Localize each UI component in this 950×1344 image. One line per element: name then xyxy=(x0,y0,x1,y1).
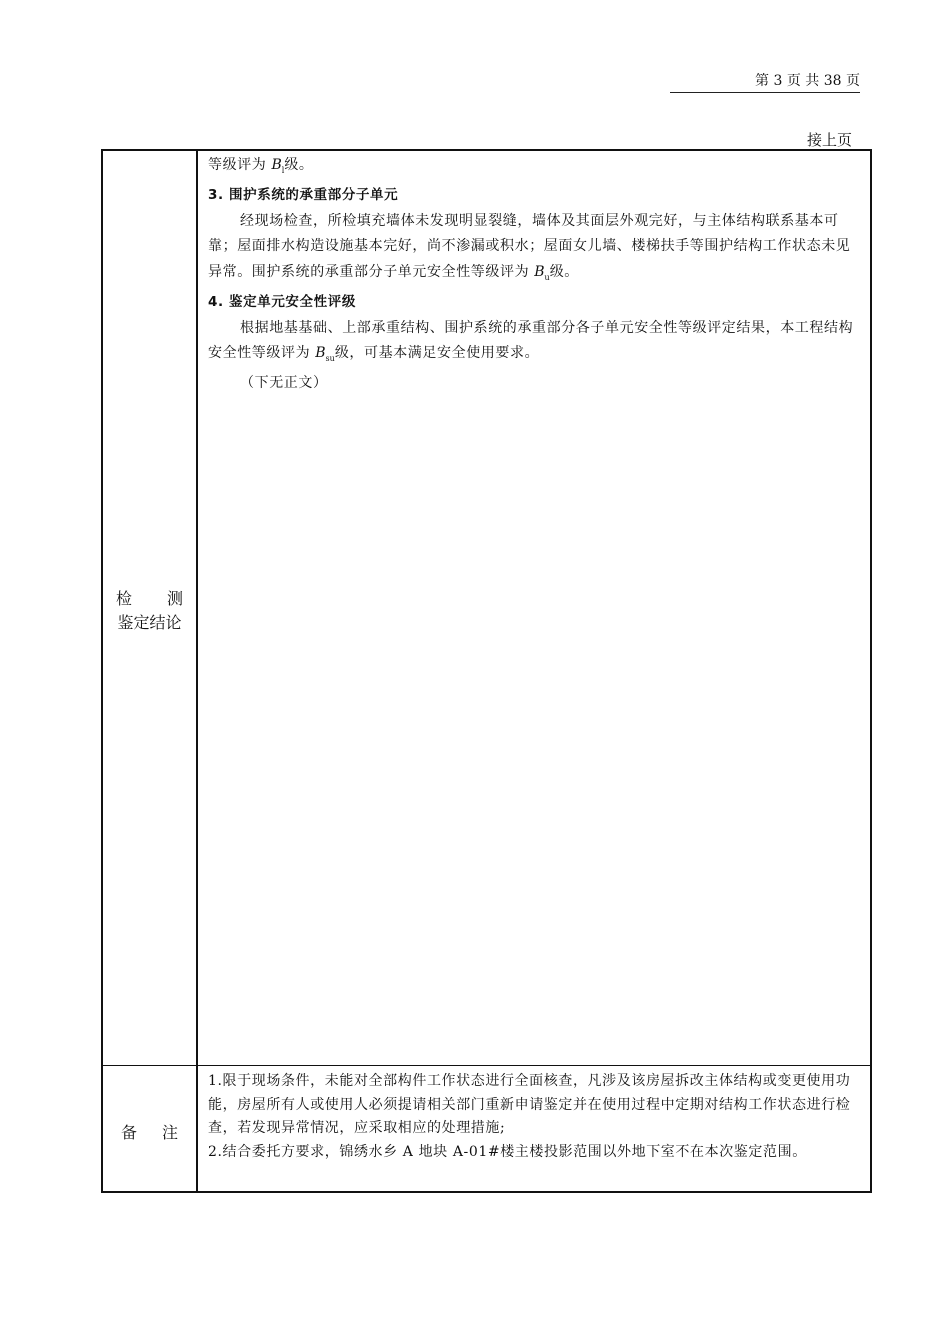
report-table xyxy=(101,149,872,1193)
conclusion-line-1: 等级评为 $B_l$级。 xyxy=(208,157,314,175)
conclusion-label-line-2: 鉴定结论 xyxy=(117,613,182,632)
note-item-1: 1.限于现场条件，未能对全部构件工作状态进行全面核查，凡涉及该房屋拆改主体结构或变更使用功能，房屋所有人或使用人必须提请相关部门重新申请鉴定并在使用过程中定期对结构工作状态进行检查，若发现异常情况，应采取相应的处理措施; xyxy=(208,1073,851,1136)
grade-mark: $B_u$ xyxy=(534,263,550,282)
notes-label-cell xyxy=(103,1066,198,1191)
conclusion-label-char-2: 测 xyxy=(166,589,183,608)
conclusion-label xyxy=(103,587,196,635)
section-4-heading: 4. 鉴定单元安全性评级 xyxy=(208,294,356,311)
section-3-heading: 3. 围护系统的承重部分子单元 xyxy=(208,187,399,204)
grade-mark: $B_{su}$ xyxy=(315,345,335,363)
page-number-header: 第 3 页 共 38 页 xyxy=(670,70,860,93)
notes-label xyxy=(103,1120,196,1143)
continued-from-previous-label: 接上页 xyxy=(806,131,852,149)
conclusion-row xyxy=(103,151,870,1066)
notes-label-char-1: 备 xyxy=(121,1123,138,1142)
notes-content xyxy=(198,1066,870,1191)
note-item-2: 2.结合委托方要求，锦绣水乡 A 地块 A-01#楼主楼投影范围以外地下室不在本次鉴定范围。 xyxy=(208,1143,807,1160)
conclusion-label-cell xyxy=(103,151,198,1065)
conclusion-label-char-1: 检 xyxy=(116,589,133,608)
grade-mark: $B_l$ xyxy=(271,157,285,175)
section-3-paragraph: 经现场检查，所检填充墙体未发现明显裂缝，墙体及其面层外观完好，与主体结构联系基本可靠；屋面排水构造设施基本完好，尚不渗漏或积水；屋面女儿墙、楼梯扶手等围护结构工作状态未见异常。围护系统的承重部分子单元安全性等级评为 $B_u$级。 xyxy=(208,212,851,282)
end-of-text-note: （下无正文） xyxy=(240,375,328,392)
section-4-paragraph: 根据地基基础、上部承重结构、围护系统的承重部分各子单元安全性等级评定结果，本工程结构安全性等级评为 $B_{su}$级，可基本满足安全使用要求。 xyxy=(208,319,854,363)
conclusion-content xyxy=(198,151,870,1065)
notes-label-char-2: 注 xyxy=(161,1123,178,1142)
notes-row xyxy=(103,1066,870,1191)
